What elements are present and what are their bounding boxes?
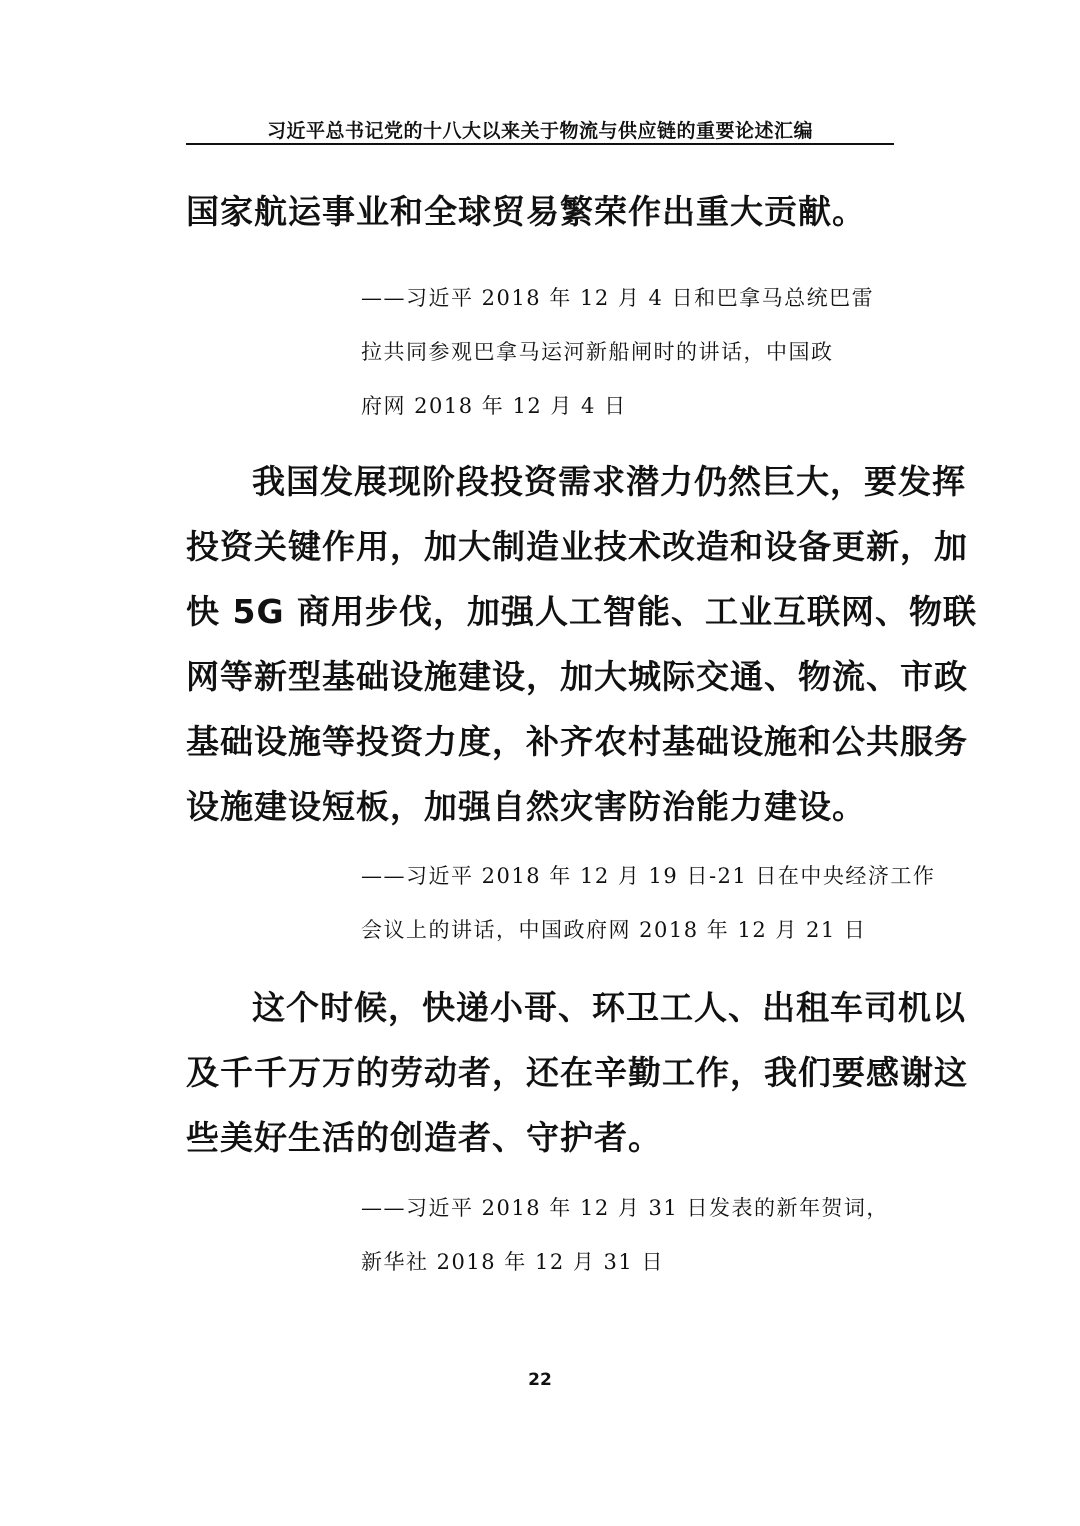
paragraph-line: 快 5G 商用步伐，加强人工智能、工业互联网、物联: [186, 592, 978, 631]
citation-line: 会议上的讲话，中国政府网 2018 年 12 月 21 日: [361, 918, 867, 942]
paragraph-line: 国家航运事业和全球贸易繁荣作出重大贡献。: [186, 192, 866, 231]
paragraph-line: 及千千万万的劳动者，还在辛勤工作，我们要感谢这: [186, 1053, 968, 1092]
paragraph-line: 网等新型基础设施建设，加大城际交通、物流、市政: [186, 657, 968, 696]
citation-line: ——习近平 2018 年 12 月 31 日发表的新年贺词，: [361, 1196, 889, 1220]
header-rule: [186, 143, 894, 145]
paragraph-line: 这个时候，快递小哥、环卫工人、出租车司机以: [252, 988, 966, 1027]
paragraph-line: 设施建设短板，加强自然灾害防治能力建设。: [186, 787, 866, 826]
page-number: 22: [528, 1370, 552, 1390]
citation-line: ——习近平 2018 年 12 月 19 日-21 日在中央经济工作: [361, 864, 936, 888]
citation-1: [361, 271, 894, 433]
citation-line: 府网 2018 年 12 月 4 日: [361, 394, 627, 418]
paragraph-line: 我国发展现阶段投资需求潜力仍然巨大，要发挥: [252, 462, 966, 501]
running-header: 习近平总书记党的十八大以来关于物流与供应链的重要论述汇编: [266, 120, 813, 142]
paragraph-1: [186, 179, 894, 244]
paragraph-2: [186, 449, 978, 839]
paragraph-line: 些美好生活的创造者、守护者。: [186, 1118, 662, 1157]
citation-line: 新华社 2018 年 12 月 31 日: [361, 1250, 664, 1274]
citation-3: [361, 1181, 894, 1289]
citation-line: ——习近平 2018 年 12 月 4 日和巴拿马总统巴雷: [361, 286, 875, 310]
paragraph-line: 投资关键作用，加大制造业技术改造和设备更新，加: [186, 527, 968, 566]
paragraph-3: [186, 975, 968, 1170]
paragraph-line: 基础设施等投资力度，补齐农村基础设施和公共服务: [186, 722, 968, 761]
citation-2: [361, 849, 936, 957]
citation-line: 拉共同参观巴拿马运河新船闸时的讲话，中国政: [361, 340, 834, 364]
